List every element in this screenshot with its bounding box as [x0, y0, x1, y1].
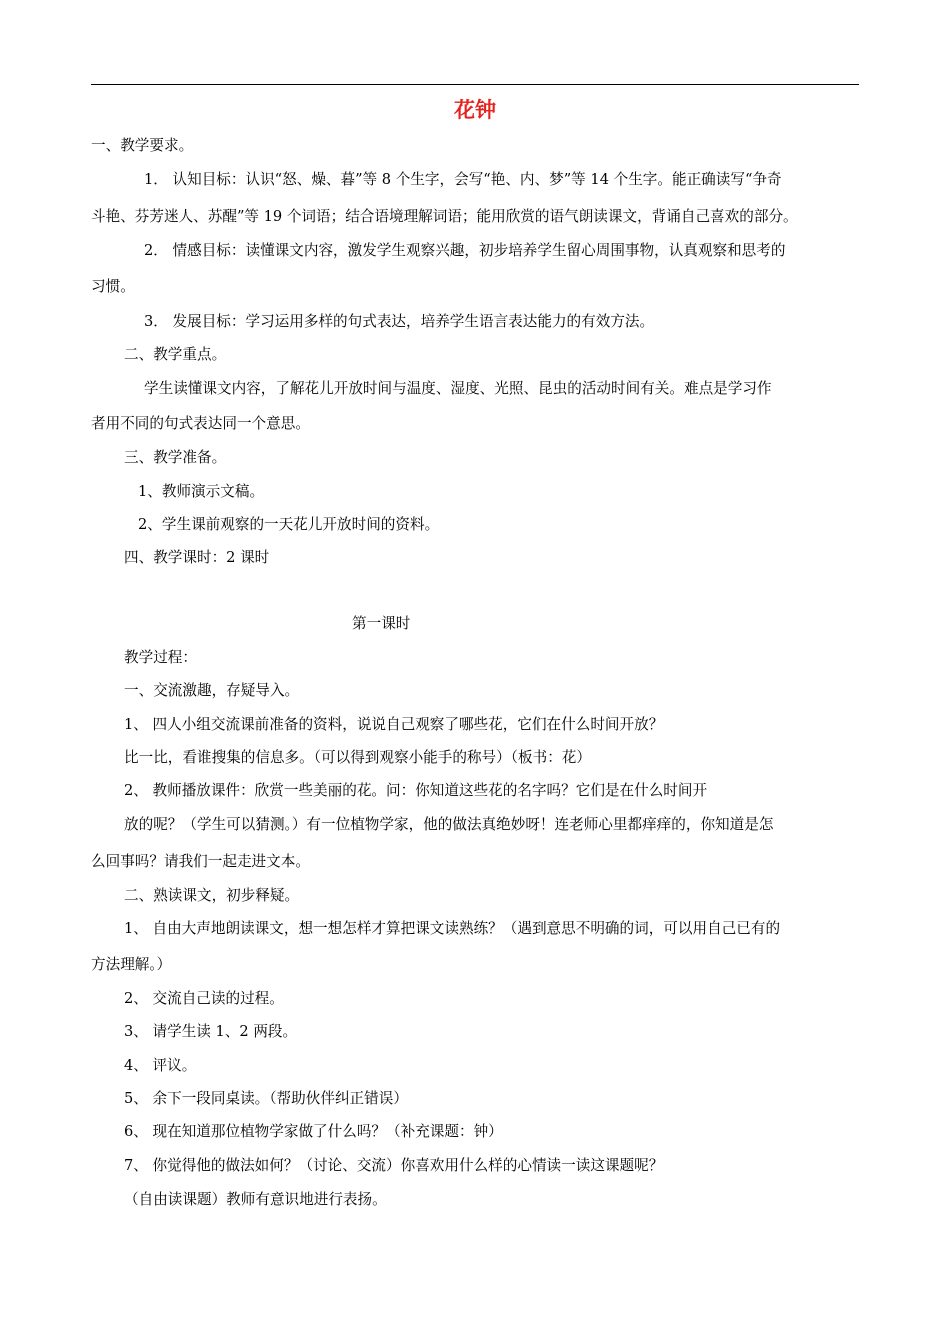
paragraph-line: 教学过程：: [124, 649, 197, 666]
paragraph-line: 3． 发展目标：学习运用多样的句式表达，培养学生语言表达能力的有效方法。: [144, 313, 655, 330]
section-heading: 二、熟读课文，初步释疑。: [124, 887, 300, 904]
paragraph-line: 2． 情感目标：读懂课文内容，激发学生观察兴趣，初步培养学生留心周围事物，认真观察和思考的: [144, 242, 786, 259]
paragraph-line: 者用不同的句式表达同一个意思。: [91, 415, 310, 432]
paragraph-line: 学生读懂课文内容，了解花儿开放时间与温度、湿度、光照、昆虫的活动时间有关。难点是学习作: [144, 380, 772, 397]
lesson-heading: 第一课时: [352, 615, 411, 632]
list-item: 4、 评议。: [124, 1057, 197, 1074]
paragraph-line: 放的呢？（学生可以猜测。）有一位植物学家，他的做法真绝妙呀！连老师心里都痒痒的，你知道是怎: [124, 816, 774, 833]
list-item: 3、 请学生读 1、2 两段。: [124, 1023, 298, 1040]
paragraph-line: （自由读课题）教师有意识地进行表扬。: [124, 1191, 387, 1208]
list-item: 1、教师演示文稿。: [138, 483, 265, 500]
section-heading: 一、交流激趣，存疑导入。: [124, 682, 300, 699]
section-heading: 四、教学课时：2 课时: [124, 549, 270, 566]
list-item: 5、 余下一段同桌读。（帮助伙伴纠正错误）: [124, 1090, 408, 1107]
section-heading: 二、教学重点。: [124, 346, 227, 363]
paragraph-line: 么回事吗？请我们一起走进文本。: [91, 853, 310, 870]
paragraph-line: 方法理解。）: [91, 956, 172, 973]
section-heading: 一、教学要求。: [91, 137, 194, 154]
list-item: 7、 你觉得他的做法如何？（讨论、交流）你喜欢用什么样的心情读一读这课题呢？: [124, 1157, 664, 1174]
paragraph-line: 习惯。: [91, 278, 135, 295]
section-heading: 三、教学准备。: [124, 449, 227, 466]
list-item: 1、 四人小组交流课前准备的资料，说说自己观察了哪些花，它们在什么时间开放？: [124, 716, 664, 733]
header-rule: [91, 84, 859, 85]
paragraph-line: 斗艳、芬芳迷人、苏醒”等 19 个词语；结合语境理解词语；能用欣赏的语气朗读课文，背诵自己喜欢的部分。: [91, 208, 798, 225]
list-item: 1、 自由大声地朗读课文，想一想怎样才算把课文读熟练？（遇到意思不明确的词，可以用自己已有的: [124, 920, 781, 937]
list-item: 2、 交流自己读的过程。: [124, 990, 284, 1007]
list-item: 2、 教师播放课件：欣赏一些美丽的花。问：你知道这些花的名字吗？它们是在什么时间开: [124, 782, 708, 799]
paragraph-line: 1． 认知目标：认识“怒、燥、暮”等 8 个生字，会写“艳、内、梦”等 14 个生字。能正确读写“争奇: [144, 171, 782, 188]
list-item: 6、 现在知道那位植物学家做了什么吗？（补充课题：钟）: [124, 1123, 503, 1140]
list-item: 2、学生课前观察的一天花儿开放时间的资料。: [138, 516, 440, 533]
document-title: 花钟: [454, 98, 496, 122]
paragraph-line: 比一比，看谁搜集的信息多。（可以得到观察小能手的称号）（板书：花）: [124, 749, 591, 766]
